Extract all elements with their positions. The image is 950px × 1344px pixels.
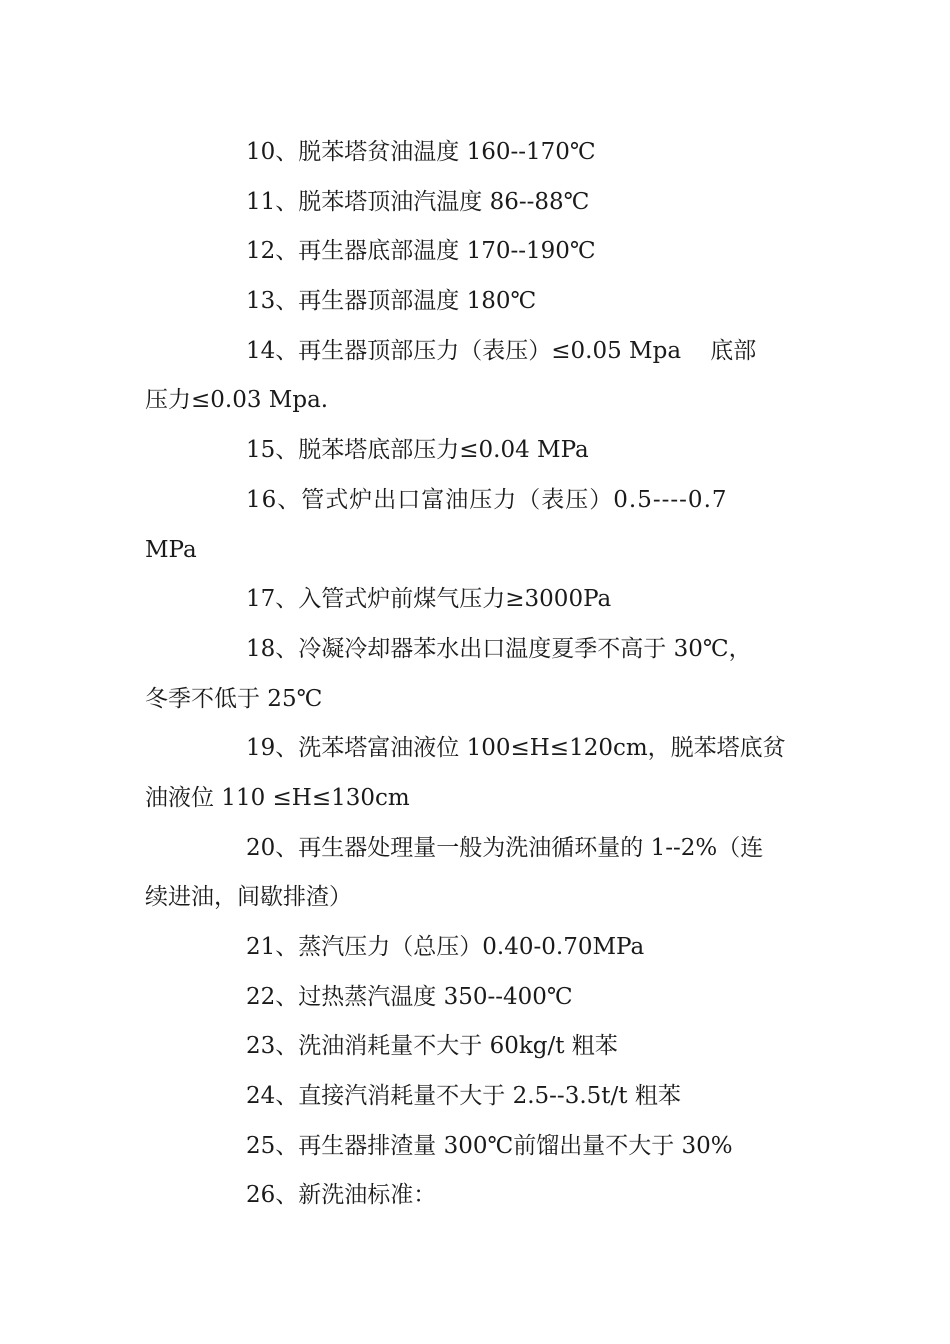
paragraph-line: 25、再生器排渣量 300℃前馏出量不大于 30% [246, 1132, 733, 1159]
paragraph-line: 22、过热蒸汽温度 350--400℃ [246, 983, 573, 1010]
paragraph-line: 20、再生器处理量一般为洗油循环量的 1--2%（连 [246, 834, 764, 861]
paragraph-line: 12、再生器底部温度 170--190℃ [246, 238, 596, 265]
paragraph-line: 18、冷凝冷却器苯水出口温度夏季不高于 30℃， [246, 635, 752, 662]
paragraph-line: 10、脱苯塔贫油温度 160--170℃ [246, 139, 596, 165]
paragraph-line: 14、再生器顶部压力（表压）≤0.05 Mpa 底部 [246, 337, 757, 364]
paragraph-line: 15、脱苯塔底部压力≤0.04 MPa [246, 437, 589, 464]
paragraph-line-continuation: 油液位 110 ≤H≤130cm [145, 784, 410, 811]
document-body [145, 128, 806, 1221]
paragraph-line: 21、蒸汽压力（总压）0.40-0.70MPa [246, 934, 645, 960]
paragraph-line-continuation: 压力≤0.03 Mpa. [145, 387, 329, 414]
paragraph-line: 13、再生器顶部温度 180℃ [246, 288, 537, 315]
paragraph-line-continuation: MPa [145, 536, 197, 563]
paragraph-line: 19、洗苯塔富油液位 100≤H≤120cm，脱苯塔底贫 [246, 735, 786, 762]
paragraph-line: 23、洗油消耗量不大于 60kg/t 粗苯 [246, 1033, 618, 1060]
paragraph-line-continuation: 冬季不低于 25℃ [145, 685, 323, 712]
paragraph-line: 24、直接汽消耗量不大于 2.5--3.5t/t 粗苯 [246, 1083, 681, 1110]
paragraph-line: 17、入管式炉前煤气压力≥3000Pa [246, 586, 612, 613]
paragraph-line: 16、管式炉出口富油压力（表压）0.5----0.7 [246, 486, 728, 513]
paragraph-line-continuation: 续进油，间歇排渣） [145, 884, 352, 911]
paragraph-line: 11、脱苯塔顶油汽温度 86--88℃ [246, 188, 590, 215]
paragraph-line: 26、新洗油标准： [246, 1182, 437, 1209]
